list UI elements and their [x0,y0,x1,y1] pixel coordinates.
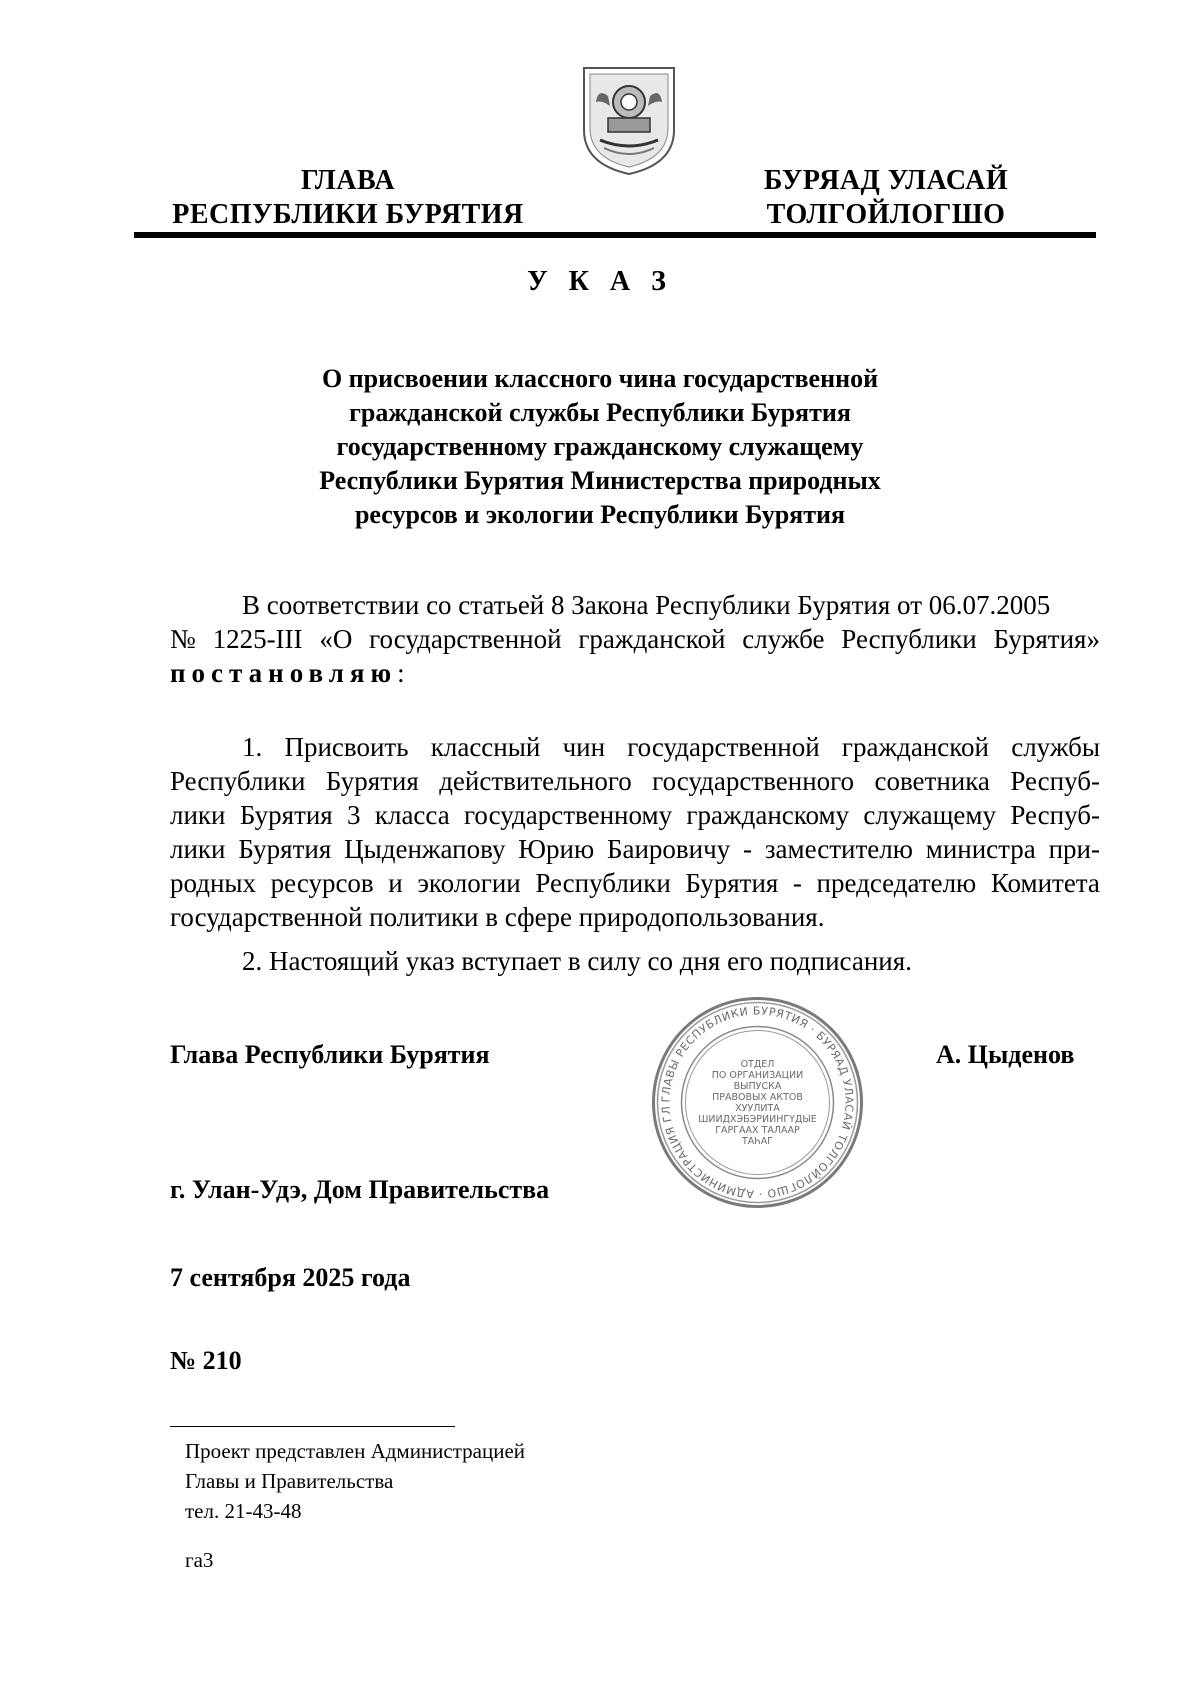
header-divider [134,232,1096,238]
word: председателю [816,868,977,898]
word: 1. [242,732,263,762]
word: 1225-III [212,624,303,654]
word: государственному [464,800,673,830]
word: класса [374,800,450,830]
footnote-divider [170,1426,455,1427]
word: действительного [439,766,632,796]
decree-number: № 210 [170,1346,242,1375]
seal-center-line: ОТДЕЛ [740,1059,775,1070]
word: классный [430,732,541,762]
word: Бурятия [239,800,333,830]
footnote [185,1436,525,1526]
signing-date: 7 сентября 2025 года [170,1263,411,1292]
word: служащему [863,800,997,830]
header-right-line-2: ТОЛГОЙЛОГШО [766,199,1006,230]
footnote-line: Главы и Правительства [185,1469,394,1493]
word: Бурятия [238,834,332,864]
item-2-paragraph: 2. Настоящий указ вступает в силу со дня его подписания. [242,946,912,976]
signatory-position: Глава Республики Бурятия [170,1040,490,1069]
word: Баировичу [606,834,731,864]
word: Респуб- [1010,766,1100,796]
word: государственного [652,766,855,796]
word: Бурятия» [993,624,1100,654]
item-1-line [170,764,1100,798]
item-1-line [170,866,1100,900]
preamble-line-1: В соответствии со статьей 8 Закона Республики Бурятия от 06.07.2005 [242,590,1051,620]
title-line: гражданской службы Республики Бурятия [349,398,851,427]
seal-center-line: ПРАВОВЫХ АКТОВ [712,1092,803,1103]
word: и [388,868,403,898]
word: министра [925,834,1036,864]
signatory-name: А. Цыденов [936,1040,1075,1069]
word: гражданской [578,624,726,654]
word: службы [1011,732,1100,762]
seal-center-line: ШИИДХЭБЭРИИНГҮДЫЕ [698,1114,817,1125]
official-seal-stamp [650,995,865,1210]
word: при- [1048,834,1100,864]
title-line: Республики Бурятия Министерства природных [319,466,881,495]
word: - [743,834,753,864]
seal-center-line: ХУУЛИТА [735,1103,780,1114]
decree-title [300,362,900,532]
word: Респуб- [1010,800,1100,830]
word: советника [874,766,990,796]
item-1-line [170,900,1100,934]
item-1-paragraph [170,730,1100,934]
decree-colon: : [397,658,405,688]
decree-statement [170,656,1100,690]
word: лики [170,800,226,830]
header-left-line-2: РЕСПУБЛИКИ БУРЯТИЯ [172,199,524,230]
footnote-line: Проект представлен Администрацией [185,1439,526,1463]
word: Республики [841,624,977,654]
word: Юрию [518,834,595,864]
document-code: га3 [185,1548,214,1572]
word: службе [742,624,825,654]
title-line: О присвоении классного чина государственной [321,364,879,393]
word: Присвоить [284,732,409,762]
document-type: У К А З [527,266,673,297]
word: - [792,868,802,898]
signing-place: г. Улан-Удэ, Дом Правительства [170,1175,550,1204]
header-right [738,164,1034,232]
title-line: ресурсов и экологии Республики Бурятия [354,500,846,529]
word: Цыденжапову [344,834,506,864]
word: «О [319,624,353,654]
word: № [170,624,196,654]
word: Бурятия [325,766,419,796]
seal-center-line: ТАҺАГ [741,1136,774,1147]
preamble-paragraph [170,588,1100,690]
word: государственной [627,732,820,762]
seal-ring-text: ГЛАВЫ РЕСПУБЛИКИ БУРЯТИЯ · БУРЯАД УЛАСАЙ ТОЛГОЙЛОГШО · АДМИНИСТРАЦИЯ ГЛ [659,1004,856,1201]
header-left-line-1: ГЛАВА [300,165,396,196]
word: Комитета [990,868,1100,898]
seal-center-line: ВЫПУСКА [733,1081,782,1092]
word: Бурятия [685,868,779,898]
coat-of-arms-emblem [578,60,680,178]
title-line: государственному гражданскому служащему [336,432,864,461]
footnote-line: тел. 21-43-48 [185,1499,302,1523]
seal-center-line: ПО ОРГАНИЗАЦИИ [711,1070,804,1081]
item-1-line [170,730,1100,764]
word: 3 [347,800,361,830]
header-right-line-1: БУРЯАД УЛАСАЙ [763,165,1009,196]
word: Республики [170,766,306,796]
word: государственной политики в сфере природопользования. [170,902,825,932]
word: государственной [369,624,562,654]
header-left [160,164,536,232]
word: Республики [535,868,671,898]
word: чин [562,732,606,762]
word: гражданскому [686,800,850,830]
preamble-line-2 [170,622,1100,656]
seal-center-line: ГАРГААХ ТАЛААР [715,1125,800,1136]
word: экологии [417,868,521,898]
word: ресурсов [270,868,374,898]
word: лики [170,834,226,864]
item-1-line [170,832,1100,866]
decree-word: постановляю [170,658,398,688]
word: гражданской [841,732,989,762]
item-1-line [170,798,1100,832]
word: заместителю [764,834,913,864]
word: родных [170,868,257,898]
